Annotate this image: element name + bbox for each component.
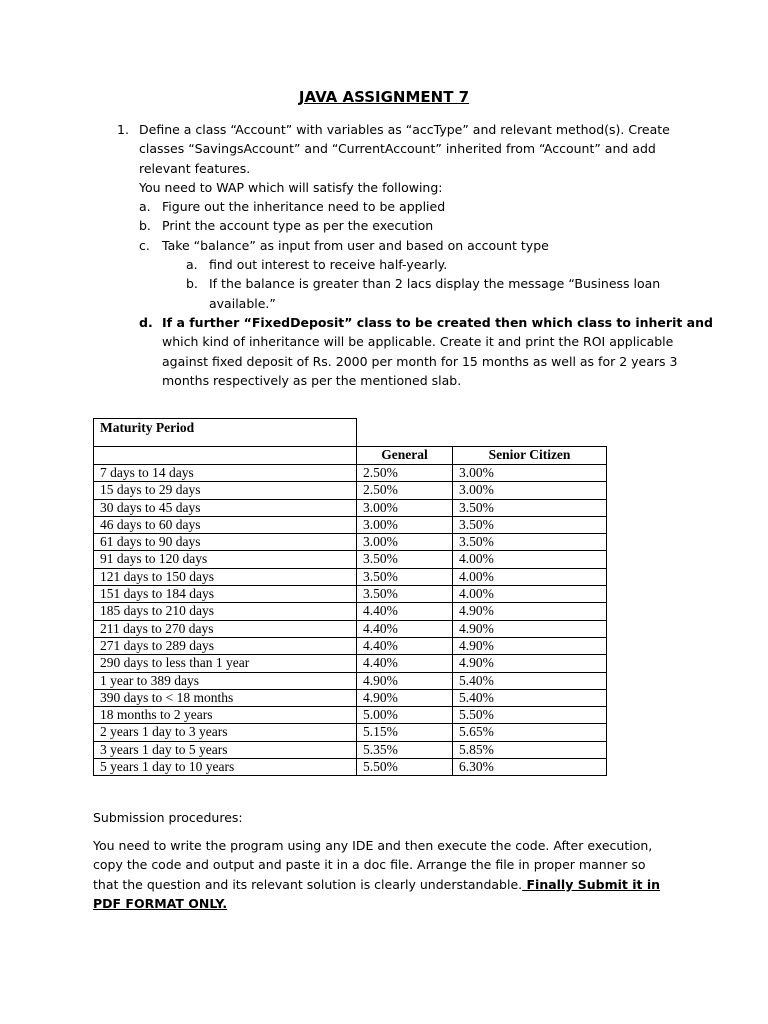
general-rate-cell: 3.00% bbox=[357, 534, 453, 551]
general-rate-cell: 3.50% bbox=[357, 551, 453, 568]
maturity-period-cell: 185 days to 210 days bbox=[94, 603, 357, 620]
general-rate-cell: 3.00% bbox=[357, 516, 453, 533]
list-item-c: c. Take “balance” as input from user and based on account type bbox=[139, 237, 549, 253]
general-rate-cell: 3.50% bbox=[357, 568, 453, 585]
table-row bbox=[94, 620, 607, 637]
maturity-period-cell: 3 years 1 day to 5 years bbox=[94, 741, 357, 758]
senior-rate-cell: 5.40% bbox=[453, 689, 607, 706]
general-rate-cell: 4.90% bbox=[357, 672, 453, 689]
maturity-period-header: Maturity Period bbox=[94, 419, 357, 447]
senior-rate-cell: 5.85% bbox=[453, 741, 607, 758]
table-header-row bbox=[94, 447, 607, 465]
question-line: classes “SavingsAccount” and “CurrentAccount” inherited from “Account” and add bbox=[139, 141, 656, 157]
general-rate-cell: 2.50% bbox=[357, 465, 453, 482]
question-line: relevant features. bbox=[139, 160, 251, 176]
general-rate-cell: 5.00% bbox=[357, 707, 453, 724]
general-rate-cell: 5.35% bbox=[357, 741, 453, 758]
table-row bbox=[94, 482, 607, 499]
senior-rate-cell: 3.00% bbox=[453, 465, 607, 482]
table-row bbox=[94, 689, 607, 706]
general-header: General bbox=[357, 447, 453, 465]
list-item-d: d. If a further “FixedDeposit” class to be created then which class to inherit and bbox=[139, 314, 713, 330]
maturity-period-cell: 211 days to 270 days bbox=[94, 620, 357, 637]
senior-rate-cell: 3.00% bbox=[453, 482, 607, 499]
senior-rate-cell: 4.00% bbox=[453, 568, 607, 585]
table-row bbox=[94, 499, 607, 516]
general-rate-cell: 3.50% bbox=[357, 586, 453, 603]
maturity-period-cell: 390 days to < 18 months bbox=[94, 689, 357, 706]
senior-rate-cell: 4.90% bbox=[453, 603, 607, 620]
list-item-d-line: which kind of inheritance will be applicable. Create it and print the ROI applicable bbox=[162, 334, 674, 350]
maturity-period-cell: 2 years 1 day to 3 years bbox=[94, 724, 357, 741]
general-rate-cell: 4.40% bbox=[357, 603, 453, 620]
submission-body: You need to write the program using any IDE and then execute the code. After execution, copy the code and output and paste it in a doc file. Arrange the file in proper manner so that the question and its relevant solution is clearly understandable. Finally Submit it in PDF FORMAT ONLY. bbox=[93, 838, 661, 911]
table-header-row bbox=[94, 419, 607, 447]
senior-rate-cell: 4.00% bbox=[453, 586, 607, 603]
general-rate-cell: 4.40% bbox=[357, 637, 453, 654]
page-title: JAVA ASSIGNMENT 7 bbox=[298, 88, 470, 106]
table-row bbox=[94, 707, 607, 724]
sublist-item-a: a. find out interest to receive half-yearly. bbox=[186, 257, 448, 273]
fd-rate-table bbox=[93, 418, 607, 776]
maturity-period-cell: 271 days to 289 days bbox=[94, 637, 357, 654]
maturity-period-cell: 91 days to 120 days bbox=[94, 551, 357, 568]
general-rate-cell: 4.40% bbox=[357, 620, 453, 637]
table-row bbox=[94, 637, 607, 654]
senior-rate-cell: 5.65% bbox=[453, 724, 607, 741]
maturity-period-cell: 5 years 1 day to 10 years bbox=[94, 759, 357, 776]
table-row bbox=[94, 516, 607, 533]
list-item-a: a. Figure out the inheritance need to be applied bbox=[139, 199, 446, 215]
table-row bbox=[94, 568, 607, 585]
maturity-period-cell: 151 days to 184 days bbox=[94, 586, 357, 603]
list-item-d-line: months respectively as per the mentioned slab. bbox=[162, 372, 462, 388]
table-row bbox=[94, 586, 607, 603]
general-rate-cell: 4.90% bbox=[357, 689, 453, 706]
list-item-b: b. Print the account type as per the execution bbox=[139, 218, 434, 234]
sublist-item-b-cont: available.” bbox=[209, 295, 276, 311]
maturity-period-cell: 18 months to 2 years bbox=[94, 707, 357, 724]
general-rate-cell: 3.00% bbox=[357, 499, 453, 516]
senior-rate-cell: 4.90% bbox=[453, 637, 607, 654]
question-line: You need to WAP which will satisfy the following: bbox=[139, 179, 443, 195]
maturity-period-cell: 15 days to 29 days bbox=[94, 482, 357, 499]
table-row bbox=[94, 741, 607, 758]
maturity-period-cell: 61 days to 90 days bbox=[94, 534, 357, 551]
table-row bbox=[94, 759, 607, 776]
general-rate-cell: 5.50% bbox=[357, 759, 453, 776]
maturity-period-cell: 30 days to 45 days bbox=[94, 499, 357, 516]
table-row bbox=[94, 534, 607, 551]
table-row bbox=[94, 655, 607, 672]
question-line: 1. Define a class “Account” with variables as “accType” and relevant method(s). Create bbox=[0, 120, 768, 139]
maturity-period-cell: 121 days to 150 days bbox=[94, 568, 357, 585]
senior-rate-cell: 5.50% bbox=[453, 707, 607, 724]
general-rate-cell: 2.50% bbox=[357, 482, 453, 499]
table-row bbox=[94, 551, 607, 568]
list-item-d-line: against fixed deposit of Rs. 2000 per month for 15 months as well as for 2 years 3 bbox=[162, 353, 678, 369]
general-rate-cell: 5.15% bbox=[357, 724, 453, 741]
senior-rate-cell: 3.50% bbox=[453, 499, 607, 516]
sublist-item-b: b. If the balance is greater than 2 lacs display the message “Business loan bbox=[186, 276, 661, 292]
table-row bbox=[94, 724, 607, 741]
maturity-period-cell: 1 year to 389 days bbox=[94, 672, 357, 689]
senior-rate-cell: 4.00% bbox=[453, 551, 607, 568]
table-row bbox=[94, 672, 607, 689]
senior-rate-cell: 3.50% bbox=[453, 516, 607, 533]
senior-rate-cell: 4.90% bbox=[453, 655, 607, 672]
question-number: 1. bbox=[117, 122, 129, 137]
senior-citizen-header: Senior Citizen bbox=[453, 447, 607, 465]
general-rate-cell: 4.40% bbox=[357, 655, 453, 672]
table-row bbox=[94, 603, 607, 620]
senior-rate-cell: 5.40% bbox=[453, 672, 607, 689]
submission-heading: Submission procedures: bbox=[93, 810, 243, 825]
question-block bbox=[0, 120, 768, 390]
maturity-period-cell: 7 days to 14 days bbox=[94, 465, 357, 482]
senior-rate-cell: 3.50% bbox=[453, 534, 607, 551]
maturity-period-cell: 290 days to less than 1 year bbox=[94, 655, 357, 672]
maturity-period-cell: 46 days to 60 days bbox=[94, 516, 357, 533]
senior-rate-cell: 4.90% bbox=[453, 620, 607, 637]
table-row bbox=[94, 465, 607, 482]
submission-emphasis: Finally Submit it in PDF FORMAT ONLY. bbox=[93, 876, 661, 911]
senior-rate-cell: 6.30% bbox=[453, 759, 607, 776]
